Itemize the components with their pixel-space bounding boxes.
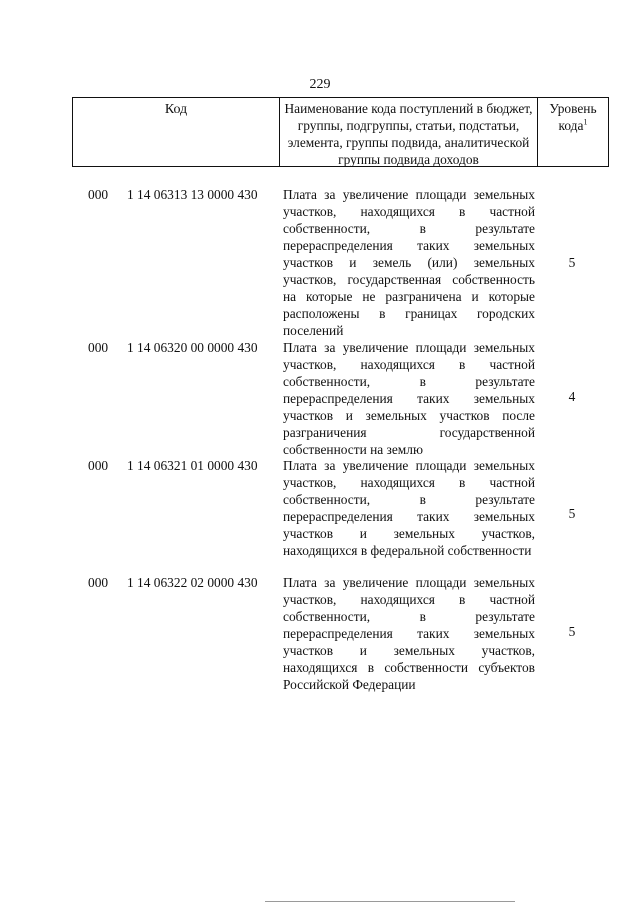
row-group-code: 000 [88,458,109,473]
row-level: 5 [568,506,576,521]
row-code: 1 14 06313 13 0000 430 [127,187,258,202]
row-name: Плата за увеличение площади земельных участков, находящихся в частной собственности, в результате перераспределения таких земельных участков и земельных участков, находящихся в собственности субъектов Российской Федерации [283,575,535,692]
row-code: 1 14 06322 02 0000 430 [127,575,258,590]
row-name: Плата за увеличение площади земельных участков, находящихся в частной собственности, в результате перераспределения таких земельных участков и земель (или) земельных участков, государственная собственность на которые не разграничена и которые расположены в границах городских поселений [283,187,535,338]
row-level: 5 [568,624,576,639]
row-code: 1 14 06321 01 0000 430 [127,458,258,473]
page-number: 229 [309,77,331,92]
table-header [72,97,609,167]
row-group-code: 000 [88,187,109,202]
row-name: Плата за увеличение площади земельных участков, находящихся в частной собственности, в результате перераспределения таких земельных участков и земельных участков, находящихся в федеральной собственности [283,458,535,558]
scan-edge-line [265,901,515,902]
row-name: Плата за увеличение площади земельных участков, находящихся в частной собственности, в результате перераспределения таких земельных участков и земельных участков после разграничения государственной собственности на землю [283,340,535,457]
row-group-code: 000 [88,575,109,590]
header-name: Наименование кода поступлений в бюджет, группы, подгруппы, статьи, подстатьи, элемента, группы подвида, аналитической группы подвида доходов [280,98,538,166]
row-code: 1 14 06320 00 0000 430 [127,340,258,355]
header-level [538,98,608,166]
row-level: 4 [568,389,576,404]
header-code: Код [73,98,280,166]
row-level: 5 [568,255,576,270]
row-group-code: 000 [88,340,109,355]
header-level-footnote: 1 [583,117,588,127]
header-level-label: Уровень кода [549,101,597,133]
